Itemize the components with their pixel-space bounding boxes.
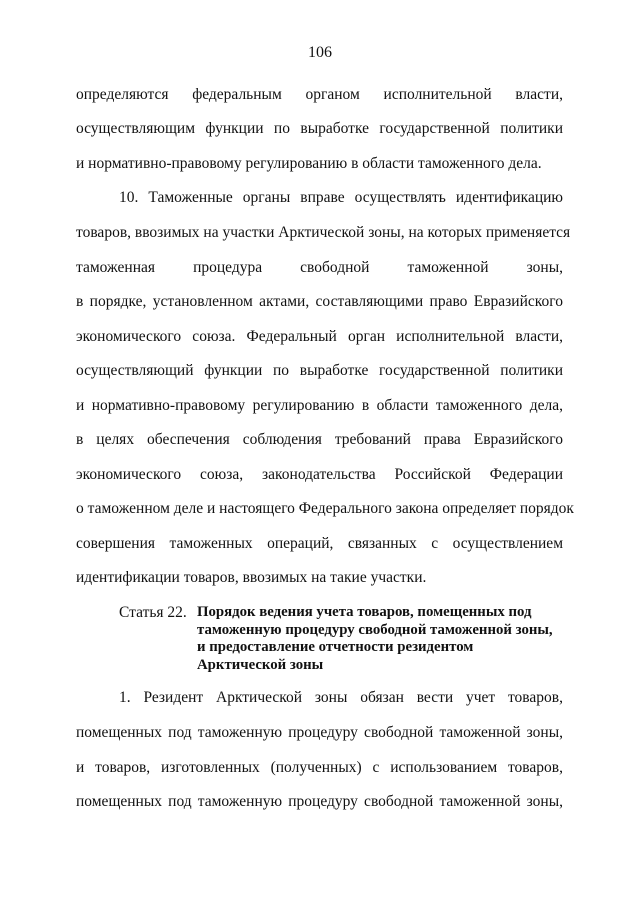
text-line: экономического союза. Федеральный орган исполнительной власти, xyxy=(76,328,563,345)
text-line: в порядке, установленном актами, составляющими право Евразийского xyxy=(76,293,563,310)
text-line: экономического союза, законодательства Российской Федерации xyxy=(76,466,563,483)
page-number: 106 xyxy=(308,44,332,61)
article-number: Статья 22. xyxy=(119,604,187,621)
text-line: совершения таможенных операций, связанных с осуществлением xyxy=(76,535,563,552)
text-line: о таможенном деле и настоящего Федерального закона определяет порядок xyxy=(76,500,574,517)
text-line: и нормативно-правовому регулированию в области таможенного дела. xyxy=(76,155,542,172)
text-line: таможенная процедура свободной таможенной зоны, xyxy=(76,259,563,276)
text-line: и товаров, изготовленных (полученных) с использованием товаров, xyxy=(76,759,563,776)
article-title-line: таможенную процедуру свободной таможенной зоны, xyxy=(197,621,553,638)
text-line: товаров, ввозимых на участки Арктической зоны, на которых применяется xyxy=(76,224,571,241)
text-line: и нормативно-правовому регулированию в области таможенного дела, xyxy=(76,397,563,414)
text-line: 1. Резидент Арктической зоны обязан вести учет товаров, xyxy=(119,689,563,706)
article-title-line: и предоставление отчетности резидентом xyxy=(197,639,474,655)
text-line: в целях обеспечения соблюдения требований права Евразийского xyxy=(76,431,563,448)
text-line: осуществляющий функции по выработке государственной политики xyxy=(76,362,563,379)
article-title-line: Арктической зоны xyxy=(197,656,324,673)
text-line: 10. Таможенные органы вправе осуществлять идентификацию xyxy=(119,189,563,206)
text-line: помещенных под таможенную процедуру свободной таможенной зоны, xyxy=(76,724,563,741)
text-line: осуществляющим функции по выработке государственной политики xyxy=(76,120,563,137)
text-line: помещенных под таможенную процедуру свободной таможенной зоны, xyxy=(76,793,563,810)
text-line: определяются федеральным органом исполнительной власти, xyxy=(76,86,563,103)
article-title-line: Порядок ведения учета товаров, помещенных под xyxy=(197,604,532,620)
text-line: идентификации товаров, ввозимых на такие участки. xyxy=(76,569,427,586)
article-title xyxy=(197,604,567,674)
